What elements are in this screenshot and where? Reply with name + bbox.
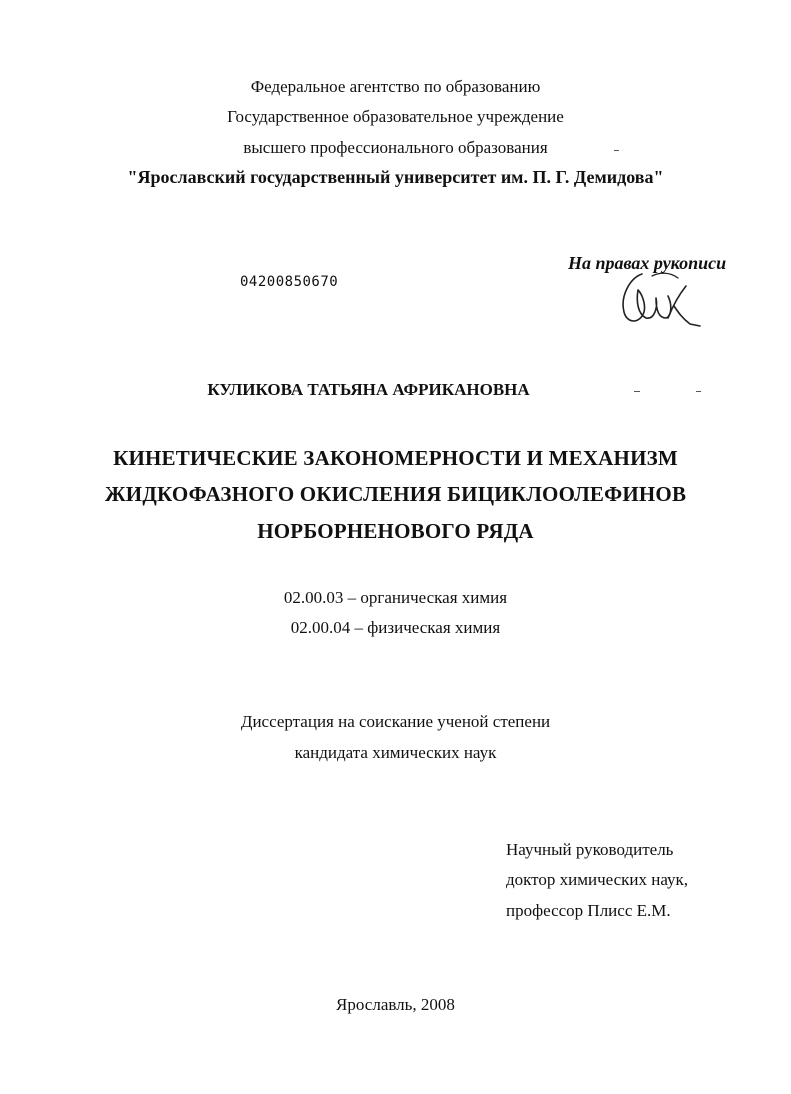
author-name: КУЛИКОВА ТАТЬЯНА АФРИКАНОВНА <box>207 380 530 399</box>
title-line-1: КИНЕТИЧЕСКИЕ ЗАКОНОМЕРНОСТИ И МЕХАНИЗМ <box>113 446 678 470</box>
institution-line-2: Государственное образовательное учреждение <box>227 107 564 126</box>
city-year: Ярославль, 2008 <box>336 995 455 1014</box>
scan-mark <box>696 391 701 392</box>
advisor-line-1: Научный руководитель <box>506 840 674 859</box>
scan-mark <box>634 391 640 392</box>
institution-line-3: высшего профессионального образования <box>243 138 548 157</box>
advisor-line-3: профессор Плисс Е.М. <box>506 901 671 920</box>
institution-line-1: Федеральное агентство по образованию <box>250 77 541 96</box>
specialty-1: 02.00.03 – органическая химия <box>283 588 508 607</box>
title-line-2: ЖИДКОФАЗНОГО ОКИСЛЕНИЯ БИЦИКЛООЛЕФИНОВ <box>104 482 687 506</box>
manuscript-note: На правах рукописи <box>568 253 727 273</box>
degree-line-2: кандидата химических наук <box>294 743 497 762</box>
degree-line-1: Диссертация на соискание ученой степени <box>240 712 551 731</box>
advisor-line-2: доктор химических наук, <box>506 870 689 889</box>
scan-mark <box>614 150 619 151</box>
title-line-3: НОРБОРНЕНОВОГО РЯДА <box>257 519 534 543</box>
archive-code: 04200850670 <box>240 274 339 290</box>
university-name: "Ярославский государственный университет им. П. Г. Демидова" <box>127 167 664 187</box>
signature-image <box>612 268 702 334</box>
specialty-2: 02.00.04 – физическая химия <box>290 618 501 637</box>
